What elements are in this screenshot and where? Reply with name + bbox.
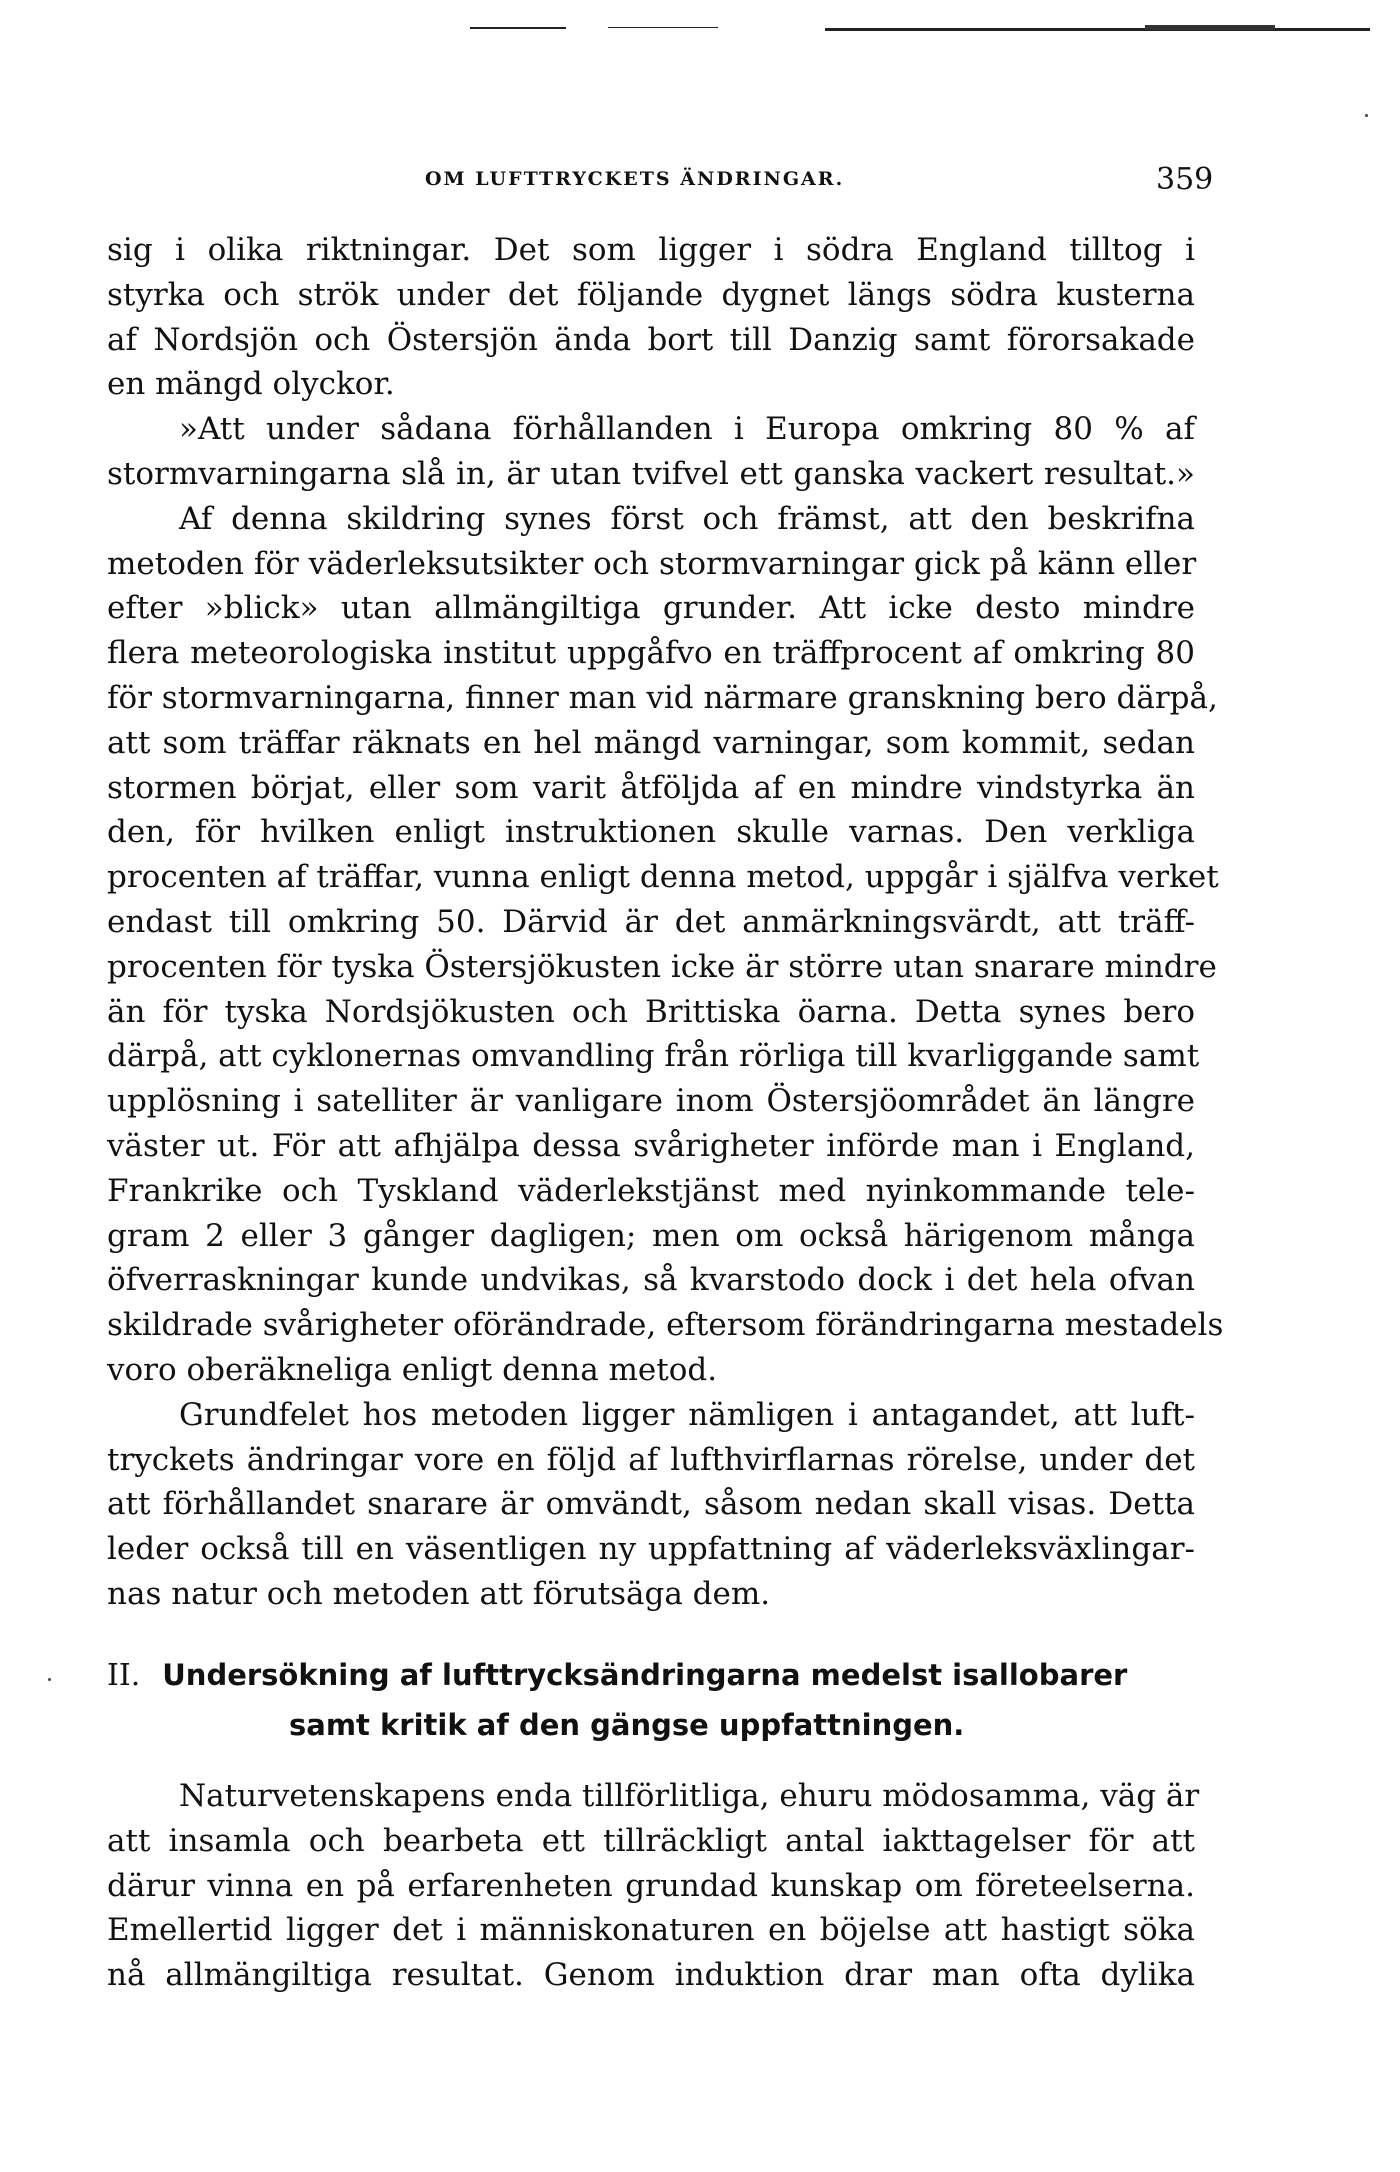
section-number: II. — [107, 1658, 141, 1693]
text-line: efter »blick» utan allmängiltiga grunder. Att icke desto mindre — [107, 590, 1195, 627]
body-text — [107, 228, 1224, 1617]
text-line: Naturvetenskapens enda tillförlitliga, ehuru mödosamma, väg är — [179, 1778, 1200, 1814]
text-line: af Nordsjön och Östersjön ända bort till Danzig samt förorsakade — [107, 321, 1195, 358]
text-line: den, för hvilken enligt instruktionen skulle varnas. Den verkliga — [107, 814, 1195, 851]
text-line: styrka och strök under det följande dygnet längs södra kusterna — [107, 276, 1195, 313]
text-line: Frankrike och Tyskland väderlekstjänst med nyinkommande tele- — [107, 1172, 1195, 1209]
text-line: nas natur och metoden att förutsäga dem. — [107, 1575, 771, 1612]
top-scan-rule-right — [825, 28, 1370, 31]
top-scan-rule-middle — [608, 27, 718, 28]
text-line: stormvarningarna slå in, är utan tvifvel ett ganska vackert resultat.» — [107, 455, 1195, 492]
text-line: att insamla och bearbeta ett tillräckligt antal iakttagelser för att — [107, 1822, 1195, 1859]
text-line: skildrade svårigheter oförändrade, eftersom förändringarna mestadels — [107, 1307, 1224, 1344]
section-heading-line-1 — [107, 1650, 1195, 1700]
top-scan-rule-left — [470, 27, 566, 29]
body-text-2 — [107, 1774, 1200, 1998]
text-line: endast till omkring 50. Därvid är det anmärkningsvärdt, att träff- — [107, 903, 1195, 940]
text-line: procenten af träffar, vunna enligt denna metod, uppgår i själfva verket — [107, 859, 1219, 896]
scan-speck — [48, 1678, 51, 1681]
text-line: »Att under sådana förhållanden i Europa omkring 80 % af — [179, 411, 1195, 448]
text-line: att förhållandet snarare är omvändt, såsom nedan skall visas. Detta — [107, 1486, 1195, 1523]
text-line: procenten för tyska Östersjökusten icke är större utan snarare mindre — [107, 948, 1217, 985]
text-line: för stormvarningarna, finner man vid närmare granskning bero därpå, — [107, 679, 1218, 716]
text-line: därpå, att cyklonernas omvandling från rörliga till kvarliggande samt — [107, 1038, 1200, 1075]
text-line: metoden för väderleksutsikter och stormvarningar gick på känn eller — [107, 545, 1197, 582]
text-line: väster ut. För att afhjälpa dessa svårigheter införde man i England, — [107, 1127, 1195, 1164]
section-title-part-1: Undersökning af lufttrycksändringarna medelst isallobarer — [162, 1658, 1128, 1692]
text-line: att som träffar räknats en hel mängd varningar, som kommit, sedan — [107, 724, 1195, 761]
text-line: upplösning i satelliter är vanligare inom Östersjöområdet än längre — [107, 1083, 1195, 1120]
text-line: tryckets ändringar vore en följd af lufthvirflarnas rörelse, under det — [107, 1441, 1195, 1478]
text-line: en mängd olyckor. — [107, 366, 395, 403]
section-heading-line-2: samt kritik af den gängse uppfattningen. — [289, 1708, 965, 1742]
text-line: Grundfelet hos metoden ligger nämligen i antagandet, att luft- — [179, 1396, 1195, 1433]
text-line: stormen börjat, eller som varit åtföljda af en mindre vindstyrka än — [107, 769, 1195, 806]
text-line: sig i olika riktningar. Det som ligger i södra England tilltog i — [107, 232, 1195, 268]
text-line: än för tyska Nordsjökusten och Brittiska öarna. Detta synes bero — [107, 993, 1195, 1030]
text-line: Emellertid ligger det i människonaturen en böjelse att hastigt söka — [107, 1912, 1195, 1949]
text-line: leder också till en väsentligen ny uppfattning af väderleksväxlingar- — [107, 1531, 1195, 1568]
text-line: öfverraskningar kunde undvikas, så kvarstodo dock i det hela ofvan — [107, 1262, 1195, 1299]
scan-speck — [1365, 114, 1368, 117]
running-title: OM LUFTTRYCKETS ÄNDRINGAR. — [425, 168, 845, 190]
text-line: gram 2 eller 3 gånger dagligen; men om också härigenom många — [107, 1217, 1195, 1254]
text-line: voro oberäkneliga enligt denna metod. — [107, 1351, 718, 1388]
page-header — [0, 162, 1400, 202]
text-line: därur vinna en på erfarenheten grundad kunskap om företeelserna. — [107, 1867, 1195, 1904]
section-heading — [107, 1650, 1195, 1750]
text-line: nå allmängiltiga resultat. Genom induktion drar man ofta dylika — [107, 1957, 1195, 1994]
page-number: 359 — [1156, 162, 1214, 197]
text-line: flera meteorologiska institut uppgåfvo en träffprocent af omkring 80 — [107, 635, 1195, 672]
text-line: Af denna skildring synes först och främst, att den beskrifna — [179, 500, 1195, 537]
